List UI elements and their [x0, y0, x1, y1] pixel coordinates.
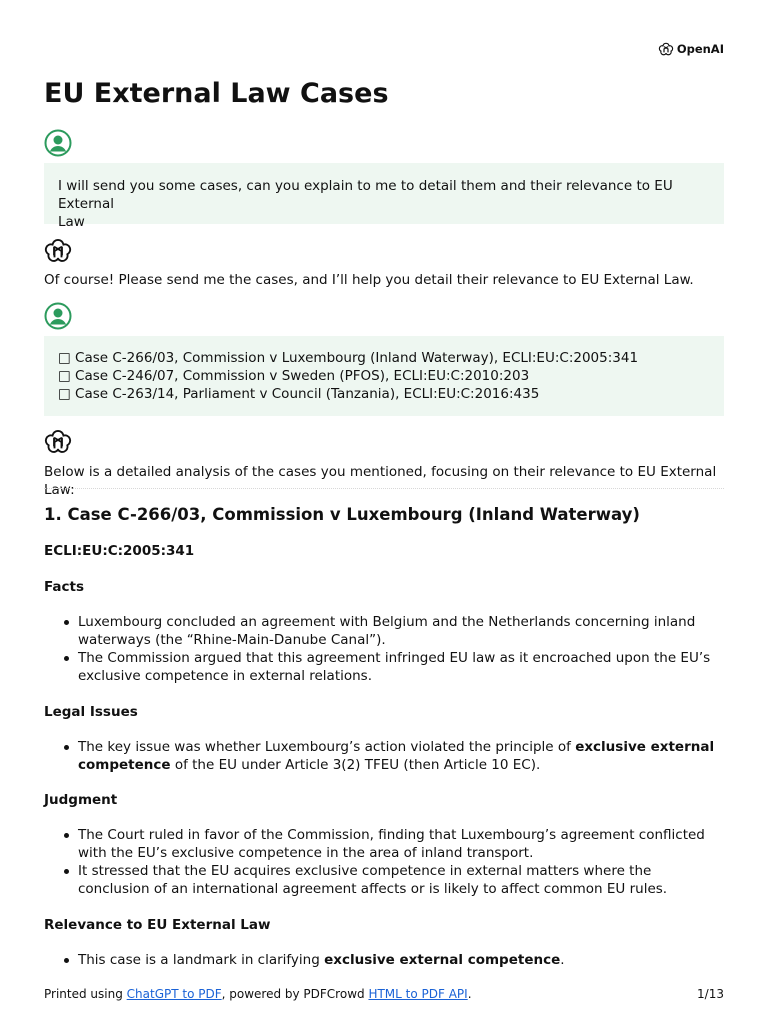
user-message-line: I will send you some cases, can you explain to me to detail them and their relevance to EU External: [58, 178, 673, 212]
page-title: EU External Law Cases: [44, 78, 389, 109]
user-avatar-icon: [44, 302, 72, 330]
page-footer: Printed using ChatGPT to PDF, powered by PDFCrowd HTML to PDF API. 1/13: [44, 987, 724, 1001]
case-heading: 1. Case C-266/03, Commission v Luxembourg (Inland Waterway): [44, 505, 640, 524]
relevance-list: [44, 951, 724, 969]
user-avatar-icon: [44, 129, 72, 157]
list-item: The key issue was whether Luxembourg’s action violated the principle of exclusive external competence of the EU under Article 3(2) TFEU (then Article 10 EC).: [44, 738, 724, 774]
chatgpt-to-pdf-link[interactable]: ChatGPT to PDF: [126, 987, 222, 1001]
case-list-item: □ Case C-246/07, Commission v Sweden (PFOS), ECLI:EU:C:2010:203: [58, 368, 530, 384]
openai-logo-icon: [658, 41, 674, 57]
brand-logo: [658, 40, 724, 58]
assistant-message: Of course! Please send me the cases, and I’ll help you detail their relevance to EU External Law.: [44, 272, 694, 288]
user-message-line: Law: [58, 214, 85, 230]
judgment-list: [44, 826, 724, 898]
relevance-heading: Relevance to EU External Law: [44, 917, 271, 933]
facts-list: [44, 613, 724, 685]
brand-name: OpenAI: [676, 42, 724, 56]
case-list-item: □ Case C-263/14, Parliament v Council (Tanzania), ECLI:EU:C:2016:435: [58, 386, 540, 402]
case-list-item: □ Case C-266/03, Commission v Luxembourg (Inland Waterway), ECLI:EU:C:2005:341: [58, 350, 639, 366]
list-item: The Court ruled in favor of the Commission, finding that Luxembourg’s agreement conflicted with the EU’s exclusive competence in the area of inland transport.: [44, 826, 724, 862]
user-message: [44, 163, 724, 230]
list-item: The Commission argued that this agreement infringed EU law as it encroached upon the EU’s exclusive competence in external relations.: [44, 649, 724, 685]
assistant-avatar-icon: [44, 428, 72, 456]
facts-heading: Facts: [44, 579, 85, 595]
divider: [44, 488, 724, 489]
document-page: [44, 0, 724, 1024]
page-number: 1/13: [697, 987, 724, 1001]
user-message: [44, 336, 724, 416]
list-item: Luxembourg concluded an agreement with Belgium and the Netherlands concerning inland waterways (the “Rhine-Main-Danube Canal”).: [44, 613, 724, 649]
html-to-pdf-api-link[interactable]: HTML to PDF API: [368, 987, 468, 1001]
list-item: This case is a landmark in clarifying exclusive external competence.: [44, 951, 724, 969]
legal-issues-heading: Legal Issues: [44, 704, 138, 720]
legal-issues-list: [44, 738, 724, 774]
list-item: It stressed that the EU acquires exclusive competence in external matters where the conclusion of an international agreement affects or is likely to affect common EU rules.: [44, 862, 724, 898]
assistant-avatar-icon: [44, 237, 72, 265]
judgment-heading: Judgment: [44, 792, 118, 808]
ecli-label: ECLI:EU:C:2005:341: [44, 543, 195, 559]
assistant-message: Below is a detailed analysis of the cases you mentioned, focusing on their relevance to EU External Law:: [44, 464, 717, 498]
